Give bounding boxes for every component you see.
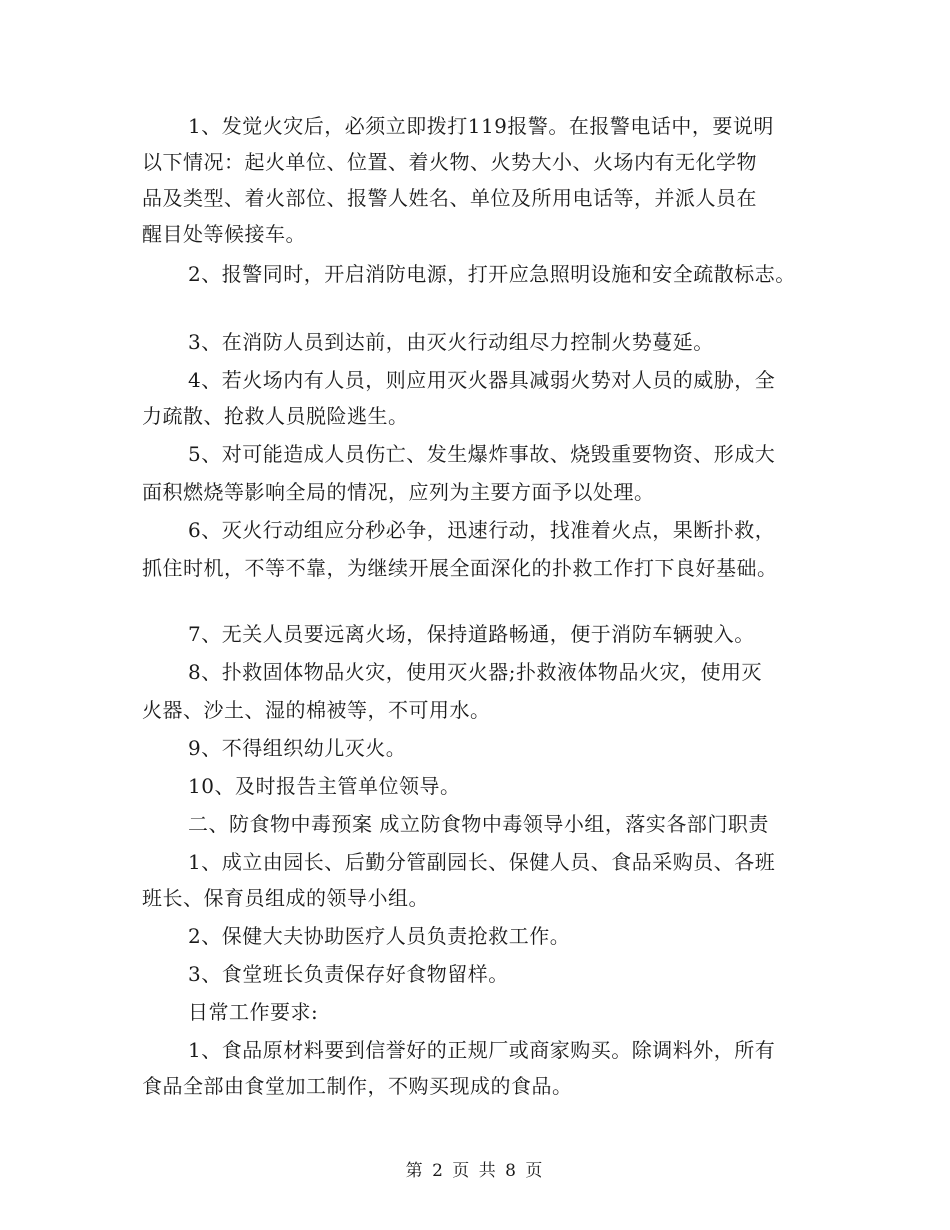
text-line: 以下情况：起火单位、位置、着火物、火势大小、火场内有无化学物 — [142, 150, 757, 174]
text-line: 10、及时报告主管单位领导。 — [188, 774, 461, 798]
text-line: 食品全部由食堂加工制作，不购买现成的食品。 — [142, 1074, 573, 1098]
text-line: 力疏散、抢救人员脱险逃生。 — [142, 404, 409, 428]
page-number-footer: 第 2 页 共 8 页 — [405, 1161, 545, 1181]
text-line: 品及类型、着火部位、报警人姓名、单位及所用电话等，并派人员在 — [142, 186, 757, 210]
section-heading: 日常工作要求: — [188, 1000, 319, 1024]
text-line: 3、食堂班长负责保存好食物留样。 — [188, 962, 509, 986]
text-line: 5、对可能造成人员伤亡、发生爆炸事故、烧毁重要物资、形成大 — [188, 442, 776, 466]
text-line: 火器、沙土、湿的棉被等，不可用水。 — [142, 698, 491, 722]
text-line: 抓住时机，不等不靠，为继续开展全面深化的扑救工作打下良好基础。 — [142, 556, 778, 580]
text-line: 2、报警同时，开启消防电源，打开应急照明设施和安全疏散标志。 — [188, 262, 796, 286]
text-line: 8、扑救固体物品火灾，使用灭火器;扑救液体物品火灾，使用灭 — [188, 660, 762, 684]
text-line: 6、灭火行动组应分秒必争，迅速行动，找准着火点，果断扑救， — [188, 518, 776, 542]
text-line: 醒目处等候接车。 — [142, 222, 306, 246]
text-line: 1、发觉火灾后，必须立即拨打119报警。在报警电话中，要说明 — [188, 114, 774, 138]
text-line: 3、在消防人员到达前，由灭火行动组尽力控制火势蔓延。 — [188, 330, 714, 354]
text-line: 面积燃烧等影响全局的情况，应列为主要方面予以处理。 — [142, 480, 655, 504]
text-line: 7、无关人员要远离火场，保持道路畅通，便于消防车辆驶入。 — [188, 622, 755, 646]
text-line: 1、食品原材料要到信誉好的正规厂或商家购买。除调料外，所有 — [188, 1038, 776, 1062]
text-line: 9、不得组织幼儿灭火。 — [188, 736, 407, 760]
text-line: 2、保健大夫协助医疗人员负责抢救工作。 — [188, 924, 571, 948]
text-line: 二、防食物中毒预案 成立防食物中毒领导小组，落实各部门职责 — [188, 812, 769, 836]
text-line: 1、成立由园长、后勤分管副园长、保健人员、食品采购员、各班 — [188, 850, 776, 874]
text-line: 班长、保育员组成的领导小组。 — [142, 886, 429, 910]
text-line: 4、若火场内有人员，则应用灭火器具减弱火势对人员的威胁，全 — [188, 368, 776, 392]
